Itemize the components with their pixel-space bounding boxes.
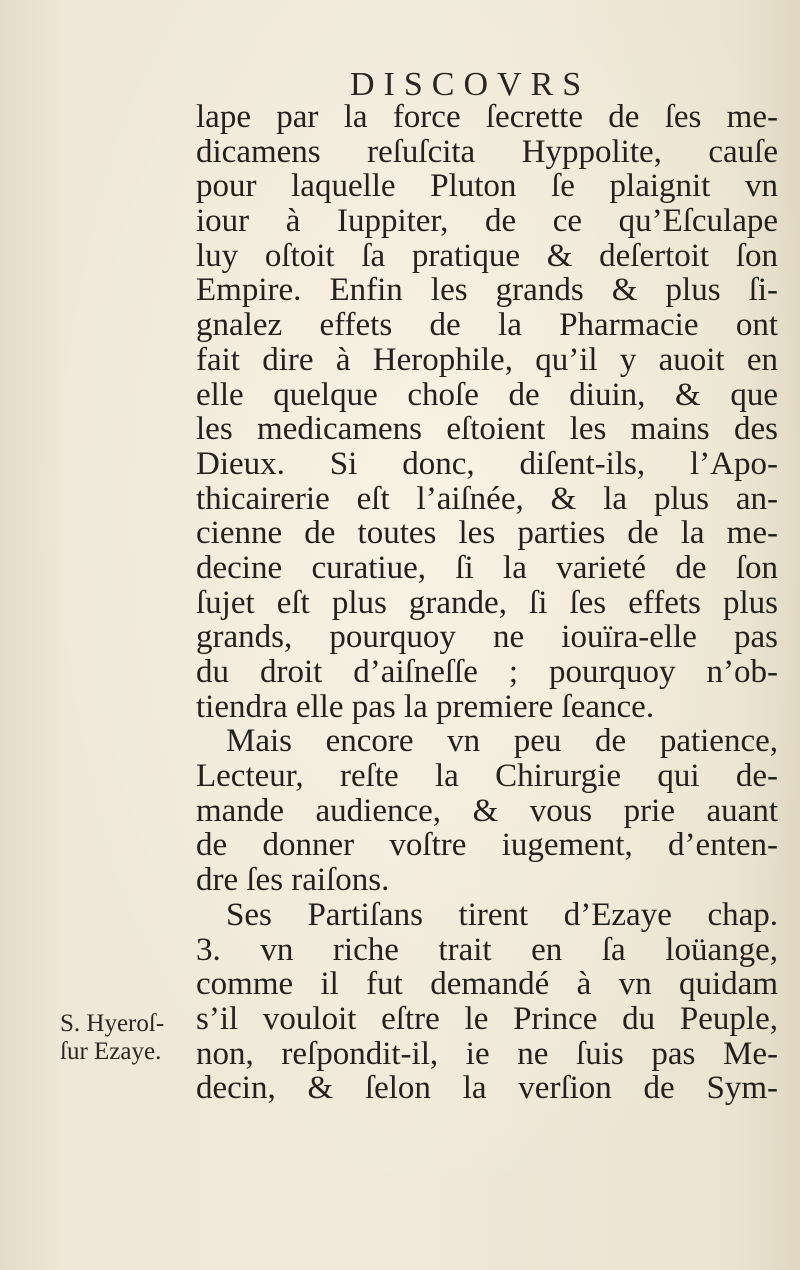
text-line: ſujet eſt plus grande, ſi ſes effets plus (196, 584, 778, 621)
margin-note-line: S. Hyeroſ- (60, 1010, 165, 1037)
text-line: non, reſpondit-il, ie ne ſuis pas Me- (196, 1035, 778, 1072)
text-line: luy oſtoit ſa pratique & deſertoit ſon (196, 237, 778, 274)
text-line: grands, pourquoy ne iouïra-elle pas (196, 619, 778, 656)
text-line: mande audience, & vous prie auant (196, 792, 778, 829)
text-line: pour laquelle Pluton ſe plaignit vn (196, 168, 778, 205)
text-line: Mais encore vn peu de patience, (226, 723, 778, 760)
text-line: tiendra elle pas la premiere ſeance. (196, 688, 655, 725)
text-line: decine curatiue, ſi la varieté de ſon (196, 549, 778, 586)
text-line: lape par la force ſecrette de ſes me- (196, 99, 778, 135)
text-line: s’il vouloit eſtre le Prince du Peuple, (196, 1000, 778, 1037)
text-line: iour à Iuppiter, de ce qu’Eſculape (196, 203, 778, 240)
text-line: 3. vn riche trait en ſa loüange, (196, 931, 778, 968)
margin-note-line: ſur Ezaye. (60, 1038, 162, 1065)
running-head: DISCOVRS (350, 66, 591, 103)
margin-note (60, 1010, 190, 1066)
text-line: gnalez effets de la Pharmacie ont (196, 307, 778, 344)
text-line: decin, & ſelon la verſion de Sym- (196, 1070, 778, 1107)
text-line: comme il fut demandé à vn quidam (196, 966, 778, 1003)
text-line: Ses Partiſans tirent d’Ezaye chap. (226, 896, 778, 933)
body-text (196, 100, 778, 1106)
text-line: les medicamens eſtoient les mains des (196, 411, 778, 448)
text-line: thicairerie eſt l’aiſnée, & la plus an- (196, 480, 778, 517)
text-line: du droit d’aiſneſſe ; pourquoy n’ob- (196, 654, 778, 690)
text-line: Dieux. Si donc, diſent-ils, l’Apo- (196, 445, 778, 482)
text-line: dicamens reſuſcita Hyppolite, cauſe (196, 133, 778, 170)
text-line: fait dire à Herophile, qu’il y auoit en (196, 341, 778, 378)
text-line: elle quelque choſe de diuin, & que (196, 376, 778, 413)
text-line: dre ſes raiſons. (196, 862, 390, 899)
text-line: Empire. Enfin les grands & plus ſi- (196, 272, 778, 309)
text-line: de donner voſtre iugement, d’enten- (196, 827, 778, 864)
text-line: cienne de toutes les parties de la me- (196, 515, 778, 552)
text-line: Lecteur, reſte la Chirurgie qui de- (196, 758, 778, 795)
